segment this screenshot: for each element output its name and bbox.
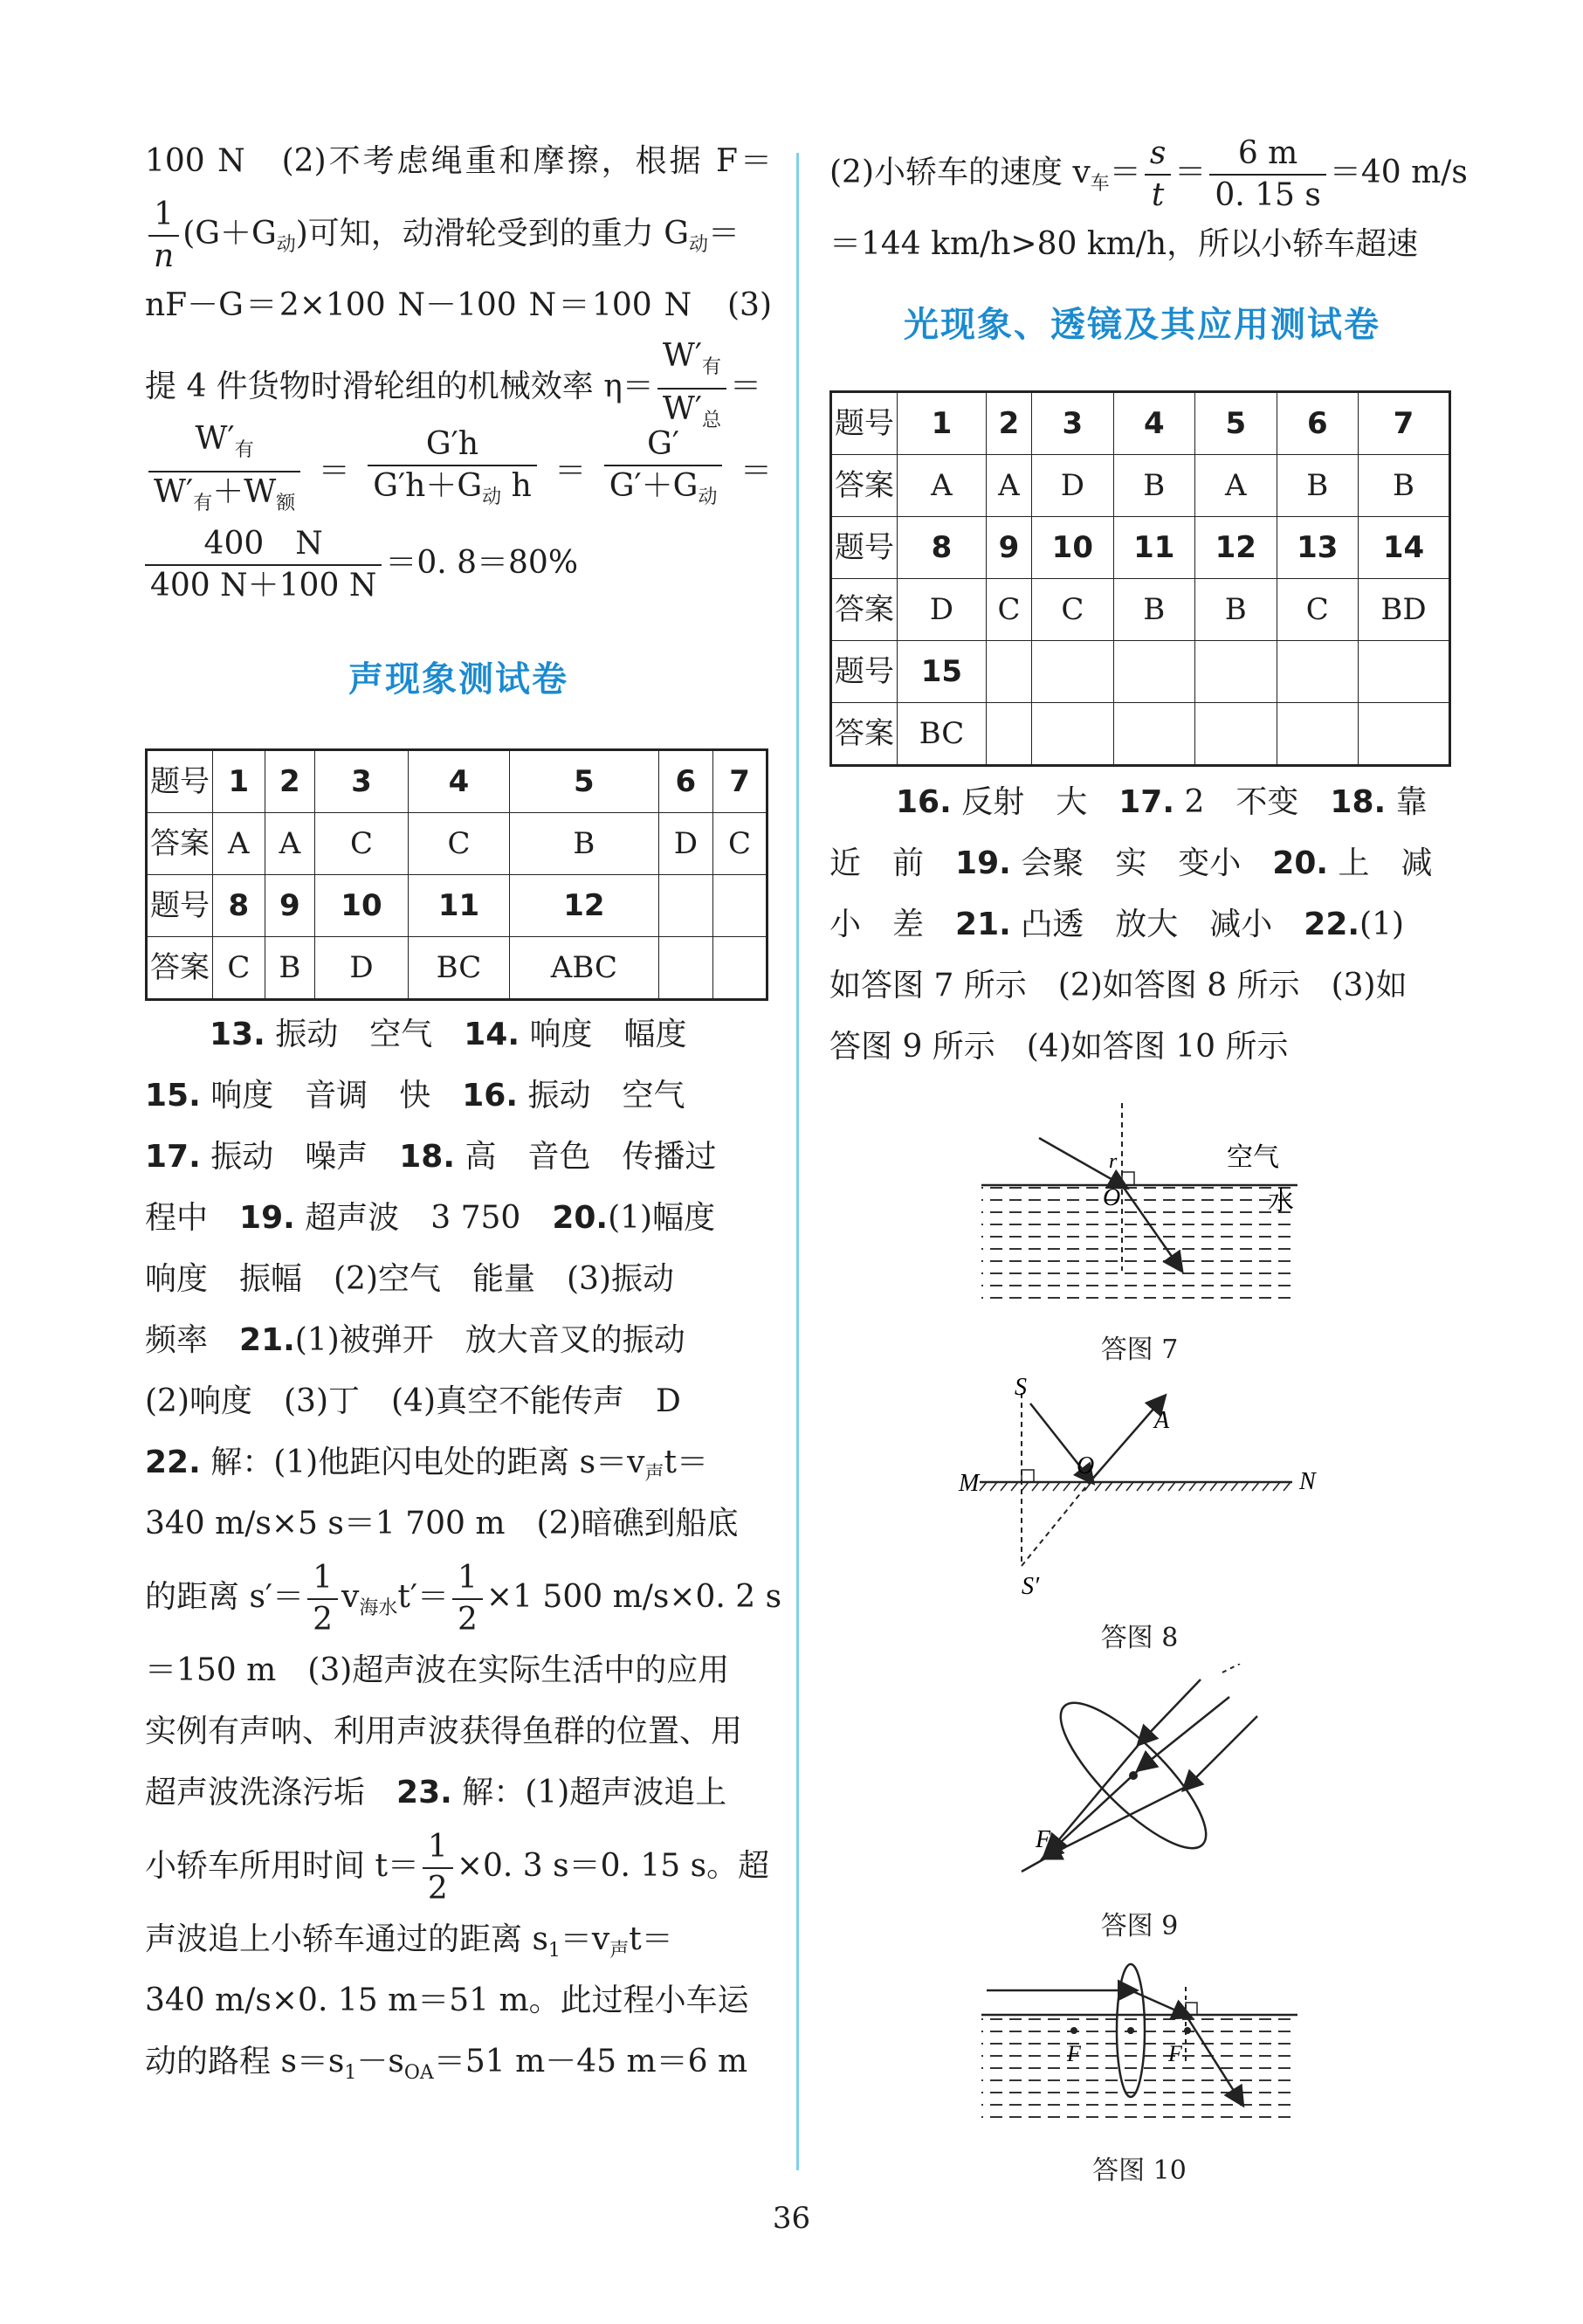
fraction: $\frac{400 N}{400 N+100 N}$ [145, 524, 382, 606]
figure-9-caption: 答图 9 [1100, 1911, 1179, 1941]
focus-right [1184, 2027, 1191, 2034]
focus-f-right-label: F [1168, 2041, 1182, 2066]
point-s-label: S [1015, 1376, 1027, 1401]
point-n-label: N [1299, 1468, 1316, 1495]
outgoing-ray-1 [1051, 1741, 1142, 1849]
text-line: 340 m/s×0. 15 m＝51 m。此过程小车运 [145, 1983, 749, 2018]
figure-8-caption: 答图 8 [1100, 1623, 1179, 1653]
refracted-ray-air [1131, 1990, 1186, 2015]
answer-table: 题号 1 2 3 4 5 6 7 答案 A A C C B D C 题号 8 9 10 11 12 答案 C B D BC ABC [145, 748, 768, 1001]
fraction: $\frac{1}{2}$ [452, 1558, 483, 1640]
text-line: 超声波洗涤污垢 23. 解：(1)超声波追上 [145, 1775, 727, 1810]
figure-7-caption: 答图 7 [1100, 1334, 1179, 1365]
virtual-ray [1022, 1482, 1090, 1566]
right-column [829, 131, 1468, 1078]
right-angle-mark [1022, 1470, 1034, 1482]
point-m-label: M [959, 1470, 980, 1497]
figure-7-refraction [969, 1096, 1318, 1314]
text-line: $\frac{W'_有}{W'_有+W_额}$ ＝ $\frac{G'h}{G'h+G_动 h}$ ＝ $\frac{G'}{G'+G_动}$ ＝ [145, 424, 772, 520]
reflected-ray [1090, 1400, 1161, 1482]
point-o-label: O [1077, 1452, 1095, 1479]
left-column [145, 131, 782, 2093]
text-line: (2)小轿车的速度 $v_车=$ $\frac{s}{t}$ ＝ $\frac{6 m}{0. 15 s}$ ＝40 m/s [829, 131, 1455, 214]
text-line: 程中 19. 超声波 3 750 20.(1)幅度 [145, 1200, 716, 1236]
section-title: 光现象、透镜及其应用测试卷 [904, 305, 1380, 345]
page-number: 36 [772, 2201, 811, 2236]
text-line: 响度 振幅 (2)空气 能量 (3)振动 [145, 1261, 674, 1297]
text-line: 频率 21.(1)被弹开 放大音叉的振动 [145, 1322, 685, 1358]
fraction: $\frac{6 m}{0. 15 s}$ [1209, 134, 1326, 216]
text-line: 近 前 19. 会聚 实 变小 20. 上 减 [829, 845, 1433, 881]
text-line: 实例有声呐、利用声波获得鱼群的位置、用 [145, 1714, 743, 1749]
fraction: $\frac{W'_有}{W'_有+W_额}$ [148, 419, 300, 524]
text-line: 如答图 7 所示 (2)如答图 8 所示 (3)如 [829, 968, 1407, 1003]
air-label: 空气 [1227, 1142, 1279, 1173]
section-title: 声现象测试卷 [348, 659, 568, 700]
focus-f-label: F [1036, 1826, 1051, 1853]
text-line: 小 差 21. 凸透 放大 减小 22.(1) [829, 907, 1405, 942]
figure-10-caption: 答图 10 [1092, 2155, 1187, 2186]
sound-answers [145, 1004, 782, 2093]
text-line: 340 m/s×5 s＝1 700 m (2)暗礁到船底 [145, 1506, 739, 1541]
figure-9-lens [1004, 1664, 1284, 1873]
text-line: 提 4 件货物时滑轮组的机械效率 η＝ $\frac{W'_有}{W'_总}$ ＝ [145, 336, 772, 424]
water-region [981, 2015, 1297, 2128]
figure-8-mirror [952, 1376, 1336, 1603]
fraction: $\frac{1}{n}$ [148, 195, 179, 277]
fraction: $\frac{s}{t}$ [1145, 134, 1171, 216]
focus-f-left-label: F [1067, 2041, 1081, 2066]
right-angle-mark [1186, 2003, 1197, 2015]
lens-center [1127, 2027, 1134, 2034]
text-line: 15. 响度 音调 快 16. 振动 空气 [145, 1078, 685, 1114]
text-line: ＝150 m (3)超声波在实际生活中的应用 [145, 1652, 730, 1688]
text-line: 的距离 s′＝ $\frac{1}{2}$ $v_{海水}t'=$ $\frac{1}{2}$ ×1 500 m/s×0. 2 s [145, 1555, 772, 1640]
text-line: 动的路程 $s=s_1-s_{OA}=51$ m－45 m＝6 m [145, 2044, 748, 2085]
point-o-label: O [1103, 1184, 1121, 1211]
outgoing-ray-3 [1048, 1786, 1187, 1856]
mirror-hatching [980, 1482, 1290, 1491]
text-line: $\frac{400 N}{400 N+100 N}$ ＝0. 8＝80% [145, 520, 772, 607]
text-line: 13. 振动 空气 14. 响度 幅度 [210, 1017, 687, 1052]
fraction: $\frac{G'h}{G'h+G_动 h}$ [368, 424, 537, 518]
text-line: (2)响度 (3)丁 (4)真空不能传声 D [145, 1383, 681, 1419]
water-region [981, 1185, 1297, 1306]
fraction: $\frac{1}{2}$ [423, 1827, 453, 1909]
incoming-ray-1 [1142, 1679, 1201, 1741]
point-a-label: A [1154, 1407, 1170, 1434]
water-label: 水 [1268, 1186, 1294, 1217]
text-line: 22. 解：(1)他距闪电处的距离 $s=v_声t=$ [145, 1445, 708, 1486]
text-line: 17. 振动 噪声 18. 高 音色 传播过 [145, 1139, 717, 1175]
text-line: 100 N (2)不考虑绳重和摩擦，根据 F＝ [145, 143, 772, 179]
point-s-prime-label: S′ [1022, 1573, 1040, 1600]
angle-r-label: r [1109, 1150, 1118, 1173]
fraction: $\frac{W'_有}{W'_总}$ [657, 336, 726, 441]
text-line: 16. 反射 大 17. 2 不变 18. 靠 [896, 784, 1428, 820]
text-line: ＝144 km/h>80 km/h，所以小轿车超速 [829, 226, 1419, 262]
focus-left [1070, 2027, 1077, 2034]
incoming-ray-3 [1187, 1716, 1257, 1786]
right-angle-mark [1122, 1172, 1134, 1185]
fraction: $\frac{G'}{G'+G_动}$ [604, 424, 723, 518]
text-line: 小轿车所用时间 t＝ $\frac{1}{2}$ ×0. 3 s＝0. 15 s。超 [145, 1824, 772, 1909]
column-divider [796, 153, 799, 2170]
text-line: 声波追上小轿车通过的距离 $s_1=v_声t=$ [145, 1921, 673, 1962]
fraction: $\frac{1}{2}$ [307, 1558, 338, 1640]
text-line: 答图 9 所示 (4)如答图 10 所示 [829, 1029, 1289, 1065]
figure-10-lens-water [969, 1952, 1318, 2135]
answer-table: 题号 1 2 3 4 5 6 7 答案 A A D B A B B 题号 8 9 10 11 12 13 14 答案 D C C B B C BD 题号 15 答案 BC [829, 390, 1451, 767]
dashed-extension [1222, 1664, 1240, 1672]
text-line: $\frac{1}{n}$ $(G+G_动)$可知，动滑轮受到的重力 $G_动=$ [145, 192, 772, 275]
text-line: nF－G＝2×100 N－100 N＝100 N (3) [145, 287, 772, 323]
light-answers [829, 772, 1455, 1078]
